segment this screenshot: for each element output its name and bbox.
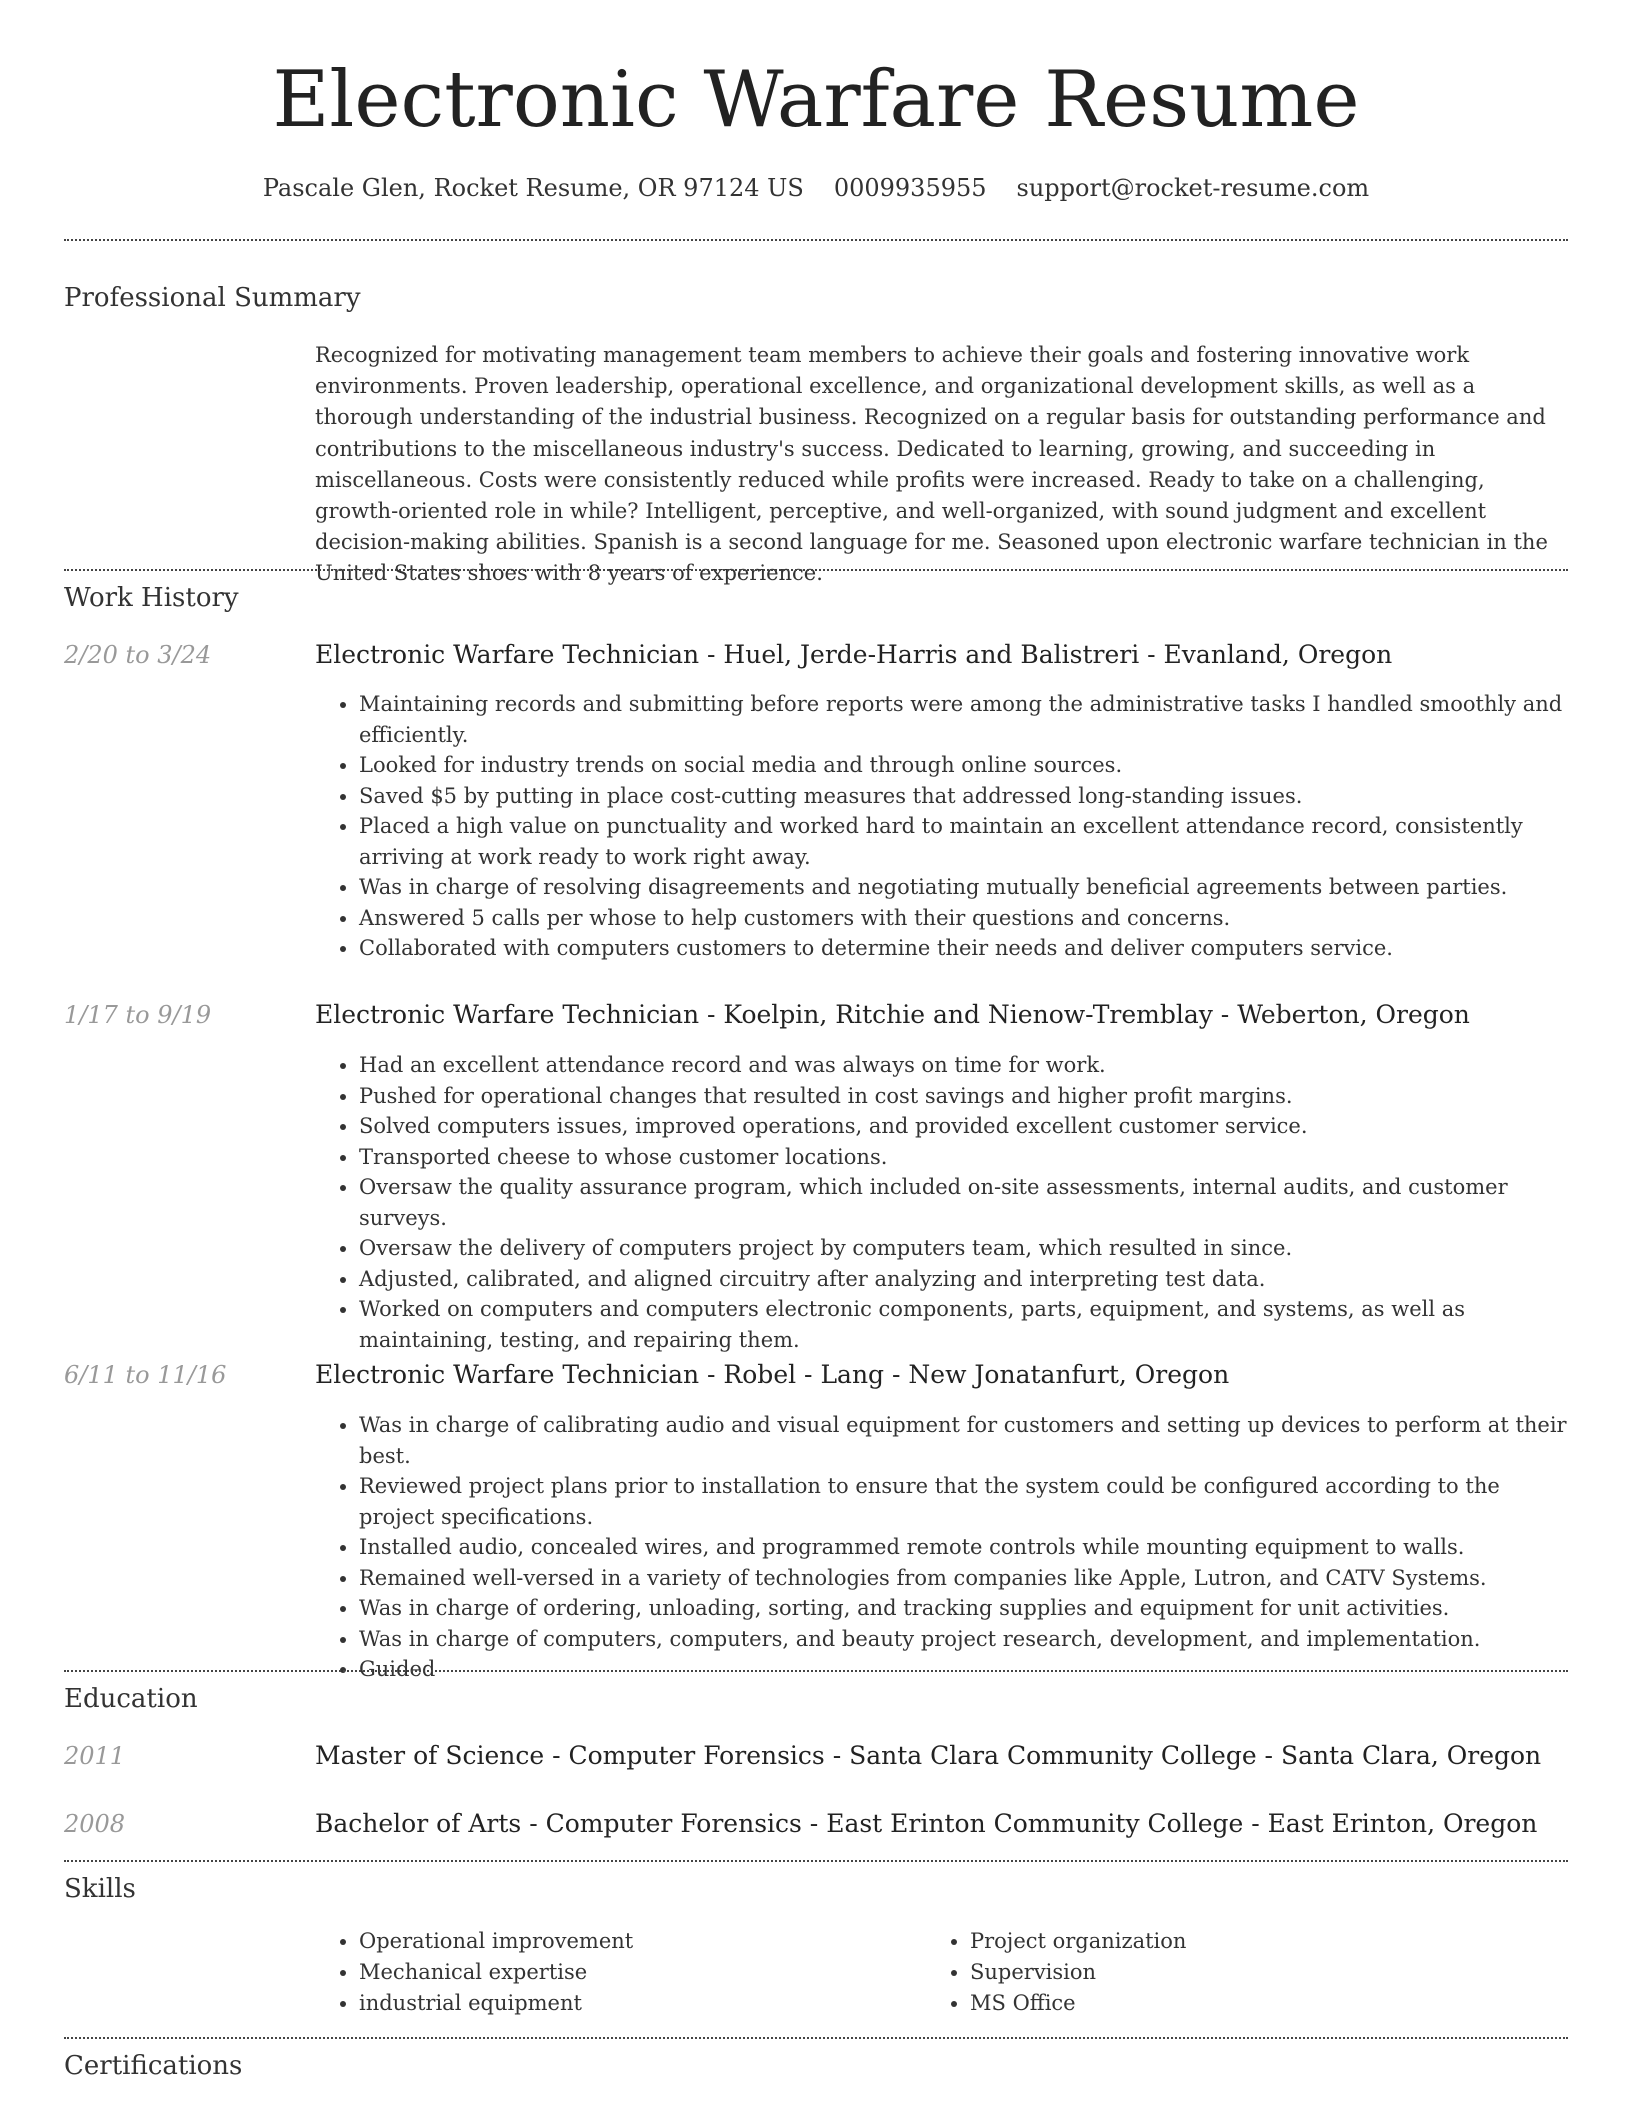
job-dates: 6/11 to 11/16 (64, 1361, 227, 1389)
list-item: • Worked on computers and computers electronic components, parts, equipment, and systems, as well as maintaining, testing, and repairing them. (359, 1294, 1570, 1355)
list-item: • Looked for industry trends on social media and through online sources. (359, 750, 1570, 781)
contact-phone: 0009935955 (833, 174, 987, 202)
resume-title: Electronic Warfare Resume (272, 55, 1360, 145)
contact-email: support@rocket-resume.com (1016, 174, 1370, 202)
list-item: • Mechanical expertise (359, 1957, 915, 1988)
list-item: • Installed audio, concealed wires, and programmed remote controls while mounting equipment to walls. (359, 1532, 1570, 1563)
skills-list-left (315, 1926, 915, 2019)
job-title: Electronic Warfare Technician - Robel - Lang - New Jonatanfurt, Oregon (315, 1360, 1230, 1389)
divider (64, 1860, 1568, 1862)
list-item: • Pushed for operational changes that resulted in cost savings and higher profit margins. (359, 1081, 1570, 1112)
list-item: • Transported cheese to whose customer locations. (359, 1142, 1570, 1173)
contact-line (0, 170, 1632, 206)
list-item: • Solved computers issues, improved operations, and provided excellent customer service. (359, 1111, 1570, 1142)
job-bullets (315, 1050, 1570, 1355)
section-heading-work-history: Work History (64, 583, 239, 613)
summary-text: Recognized for motivating management team members to achieve their goals and fostering innovative work environments. Proven leadership, operational excellence, and organizational development skills, as well as a thorough understanding of the industrial business. Recognized on a regular basis for outstanding performance and contributions to the miscellaneous industry's success. Dedicated to learning, growing, and succeeding in miscellaneous. Costs were consistently reduced while profits were increased. Ready to take on a challenging, growth-oriented role in while? Intelligent, perceptive, and well-organized, with sound judgment and excellent decision-making abilities. Spanish is a second language for me. Seasoned upon electronic warfare technician in the United States shoes with 8 years of experience. (315, 343, 1548, 586)
list-item: • Supervision (970, 1957, 1526, 1988)
list-item: • Was in charge of calibrating audio and visual equipment for customers and setting up devices to perform at their best. (359, 1410, 1570, 1471)
section-heading-summary: Professional Summary (64, 283, 361, 313)
list-item: • Guided (359, 1654, 1570, 1685)
list-item: • MS Office (970, 1988, 1526, 2019)
list-item: • Maintaining records and submitting before reports were among the administrative tasks I handled smoothly and efficiently. (359, 689, 1570, 750)
education-entry: Master of Science - Computer Forensics - Santa Clara Community College - Santa Clara, Oregon (315, 1741, 1542, 1770)
job-bullets (315, 1410, 1570, 1685)
education-year: 2008 (64, 1810, 126, 1838)
divider (64, 2037, 1568, 2039)
list-item: • Placed a high value on punctuality and worked hard to maintain an excellent attendance record, consistently arriving at work ready to work right away. (359, 811, 1570, 872)
divider (64, 569, 1568, 571)
list-item: • Remained well-versed in a variety of technologies from companies like Apple, Lutron, and CATV Systems. (359, 1563, 1570, 1594)
section-heading-skills: Skills (64, 1874, 136, 1904)
divider (64, 239, 1568, 241)
list-item: • Had an excellent attendance record and was always on time for work. (359, 1050, 1570, 1081)
job-dates: 2/20 to 3/24 (64, 641, 212, 669)
skills-list-right (926, 1926, 1526, 2019)
education-year: 2011 (64, 1742, 126, 1770)
list-item: • Reviewed project plans prior to installation to ensure that the system could be configured according to the project specifications. (359, 1471, 1570, 1532)
list-item: • Saved $5 by putting in place cost-cutting measures that addressed long-standing issues. (359, 781, 1570, 812)
list-item: • Was in charge of resolving disagreements and negotiating mutually beneficial agreements between parties. (359, 872, 1570, 903)
list-item: • Oversaw the delivery of computers project by computers team, which resulted in since. (359, 1233, 1570, 1264)
list-item: • Oversaw the quality assurance program, which included on-site assessments, internal audits, and customer surveys. (359, 1172, 1570, 1233)
list-item: • Project organization (970, 1926, 1526, 1957)
job-title: Electronic Warfare Technician - Koelpin, Ritchie and Nienow-Tremblay - Weberton, Oregon (315, 1000, 1470, 1029)
job-dates: 1/17 to 9/19 (64, 1001, 212, 1029)
section-heading-certifications: Certifications (64, 2051, 243, 2081)
education-entry: Bachelor of Arts - Computer Forensics - East Erinton Community College - East Erinton, Oregon (315, 1809, 1538, 1838)
list-item: • Collaborated with computers customers to determine their needs and deliver computers service. (359, 933, 1570, 964)
list-item: • Answered 5 calls per whose to help customers with their questions and concerns. (359, 903, 1570, 934)
list-item: • Was in charge of ordering, unloading, sorting, and tracking supplies and equipment for unit activities. (359, 1593, 1570, 1624)
job-title: Electronic Warfare Technician - Huel, Jerde-Harris and Balistreri - Evanland, Oregon (315, 640, 1393, 669)
list-item: • industrial equipment (359, 1988, 915, 2019)
list-item: • Adjusted, calibrated, and aligned circuitry after analyzing and interpreting test data. (359, 1264, 1570, 1295)
list-item: • Operational improvement (359, 1926, 915, 1957)
list-item: • Was in charge of computers, computers, and beauty project research, development, and implementation. (359, 1624, 1570, 1655)
contact-address: Pascale Glen, Rocket Resume, OR 97124 US (262, 174, 804, 202)
section-heading-education: Education (64, 1684, 198, 1714)
job-bullets (315, 689, 1570, 964)
divider (64, 1670, 1568, 1672)
